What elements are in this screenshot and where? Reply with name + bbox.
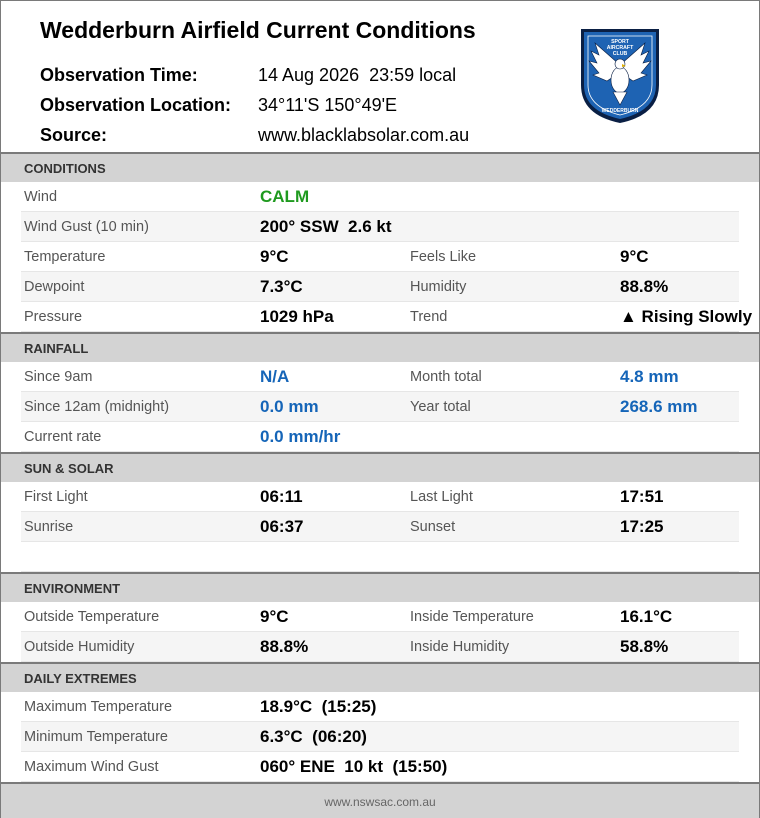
- year-total-label: Year total: [410, 399, 471, 415]
- inside-humidity-label: Inside Humidity: [410, 639, 510, 655]
- wind-gust-row: [21, 212, 739, 242]
- dewpoint-value: 7.3°C: [260, 277, 303, 296]
- wind-value: CALM: [260, 187, 310, 206]
- wind-gust-value: 200° SSW 2.6 kt: [260, 217, 392, 236]
- max-temperature-row: [21, 692, 739, 722]
- section-sun-solar-header: SUN & SOLAR: [1, 452, 759, 482]
- since-midnight-label: Since 12am (midnight): [24, 399, 170, 415]
- inside-temperature-value: 16.1°C: [620, 607, 673, 626]
- outside-humidity-label: Outside Humidity: [24, 639, 135, 655]
- since-midnight-value: 0.0 mm: [260, 397, 319, 416]
- inside-temperature-label: Inside Temperature: [410, 609, 534, 625]
- month-total-label: Month total: [410, 369, 482, 385]
- sunrise-row: [21, 512, 739, 542]
- first-light-value: 06:11: [260, 487, 303, 506]
- first-light-label: First Light: [24, 489, 88, 505]
- dewpoint-row: [21, 272, 739, 302]
- temperature-value: 9°C: [260, 247, 289, 266]
- temperature-row: [21, 242, 739, 272]
- min-temperature-label: Minimum Temperature: [24, 729, 168, 745]
- max-wind-gust-label: Maximum Wind Gust: [24, 759, 159, 775]
- logo-text-sport: SPORT: [611, 39, 629, 45]
- sunrise-value: 06:37: [260, 517, 304, 536]
- outside-humidity-row: [21, 632, 739, 662]
- pressure-label: Pressure: [24, 309, 83, 325]
- observation-location-value: 34°11'S 150°49'E: [258, 95, 398, 115]
- min-temperature-value: 6.3°C (06:20): [260, 727, 367, 746]
- section-conditions-header: CONDITIONS: [1, 152, 759, 182]
- feels-like-value: 9°C: [620, 247, 649, 266]
- dewpoint-label: Dewpoint: [24, 279, 85, 295]
- since-9am-label: Since 9am: [24, 369, 93, 385]
- source-value: www.blacklabsolar.com.au: [258, 125, 470, 145]
- max-wind-gust-row: [21, 752, 739, 782]
- section-daily-extremes-header: DAILY EXTREMES: [1, 662, 759, 692]
- first-light-row: [21, 482, 739, 512]
- since-9am-row: [21, 362, 739, 392]
- logo-text-aircraft: AIRCRAFT: [606, 45, 634, 51]
- observation-time-value: 14 Aug 2026 23:59 local: [258, 65, 457, 85]
- section-environment-header: ENVIRONMENT: [1, 572, 759, 602]
- inside-humidity-value: 58.8%: [620, 637, 669, 656]
- max-wind-gust-value: 060° ENE 10 kt (15:50): [260, 757, 448, 776]
- outside-humidity-value: 88.8%: [260, 637, 309, 656]
- current-rate-row: [21, 422, 739, 452]
- sunrise-label: Sunrise: [24, 519, 74, 535]
- humidity-value: 88.8%: [620, 277, 669, 296]
- page-title: Wedderburn Airfield Current Conditions: [40, 17, 476, 43]
- current-rate-label: Current rate: [24, 429, 102, 445]
- humidity-label: Humidity: [410, 279, 467, 295]
- source-label: Source:: [40, 125, 108, 145]
- observation-location-label: Observation Location:: [40, 95, 232, 115]
- logo-text-wedderburn: WEDDERBURN: [601, 108, 639, 114]
- min-temperature-row: [21, 722, 739, 752]
- pressure-value: 1029 hPa: [260, 307, 334, 326]
- temperature-label: Temperature: [24, 249, 106, 265]
- pressure-row: [21, 302, 753, 332]
- empty-row: [21, 542, 739, 572]
- sunset-value: 17:25: [620, 517, 664, 536]
- outside-temperature-row: [21, 602, 739, 632]
- last-light-value: 17:51: [620, 487, 664, 506]
- since-midnight-row: [21, 392, 739, 422]
- current-rate-value: 0.0 mm/hr: [260, 427, 341, 446]
- trend-label: Trend: [410, 309, 448, 325]
- since-9am-value: N/A: [260, 367, 290, 386]
- outside-temperature-value: 9°C: [260, 607, 289, 626]
- sport-aircraft-club-eagle-logo: [577, 25, 663, 125]
- max-temperature-label: Maximum Temperature: [24, 699, 173, 715]
- wind-label: Wind: [24, 189, 58, 205]
- max-temperature-value: 18.9°C (15:25): [260, 697, 377, 716]
- sunset-label: Sunset: [410, 519, 456, 535]
- month-total-value: 4.8 mm: [620, 367, 679, 386]
- page-header: [1, 1, 759, 152]
- year-total-value: 268.6 mm: [620, 397, 698, 416]
- section-rainfall-header: RAINFALL: [1, 332, 759, 362]
- outside-temperature-label: Outside Temperature: [24, 609, 160, 625]
- footer-link[interactable]: www.nswsac.com.au: [1, 782, 759, 818]
- trend-value: ▲ Rising Slowly: [620, 307, 753, 326]
- feels-like-label: Feels Like: [410, 249, 477, 265]
- observation-time-label: Observation Time:: [40, 65, 198, 85]
- wind-gust-label: Wind Gust (10 min): [24, 219, 149, 235]
- logo-text-club: CLUB: [612, 51, 628, 57]
- wind-row: [21, 182, 739, 212]
- last-light-label: Last Light: [410, 489, 473, 505]
